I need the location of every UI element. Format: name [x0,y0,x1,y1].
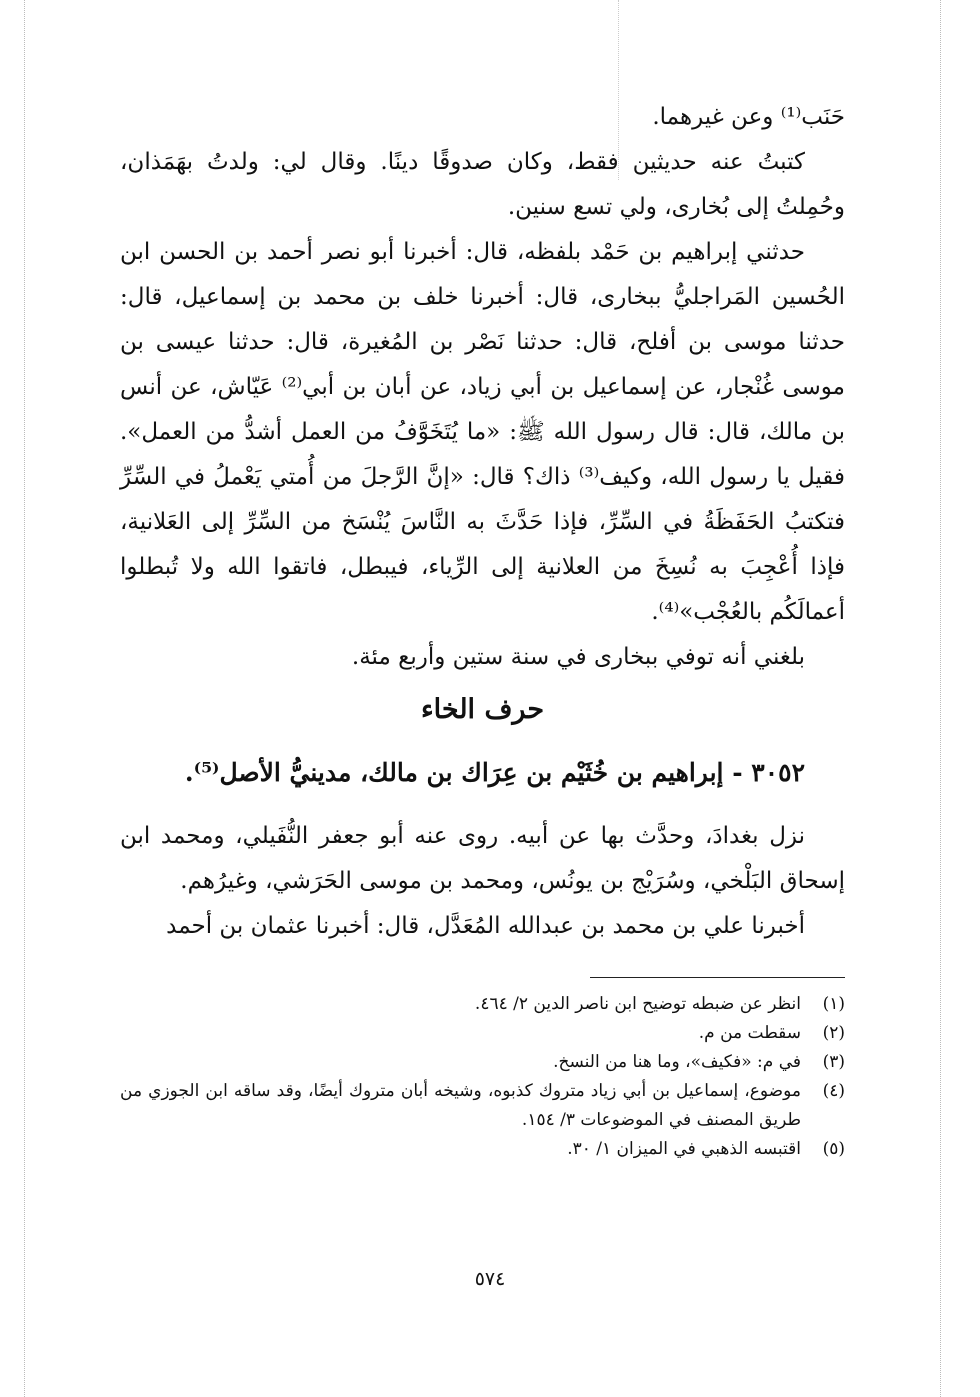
footnote-text: اقتبسه الذهبي في الميزان ١/ ٣٠. [567,1139,801,1159]
footnote-number: (٣) [822,1052,845,1072]
footnote-text: انظر عن ضبطه توضيح ابن ناصر الدين ٢/ ٤٦٤. [474,994,801,1014]
footnote [120,1019,845,1048]
footnote [120,1048,845,1077]
footnote [120,990,845,1019]
paragraph-continuation: حَنَب⁽¹⁾ وعن غيرهما. [652,104,845,130]
scan-edge-left [24,0,25,1397]
entry-paragraph-narrators: نزل بغدادَ، وحدَّث بها عن أبيه. روى عنه أبو جعفر النُّفَيلي، ومحمد ابن إسحاق البَلْخي، وسُرَيْج بن يونُس، ومحمد بن موسى الحَرَشي، وغيرُهم. [120,823,845,894]
scan-edge-right [940,0,941,1397]
footnote [120,1135,845,1164]
footnote [120,1077,845,1135]
paragraph-biography: كتبتُ عنه حديثين فقط، وكان صدوقًا دينًا. وقال لي: ولدتُ بهَمَذان، وحُمِلتُ إلى بُخارى، ولي تسع سنين. [120,149,845,220]
footnote-separator [590,977,845,978]
paragraph-death-date: بلغني أنه توفي ببخارى في سنة ستين وأربع مئة. [351,644,805,670]
entry-paragraph-chain: أخبرنا علي بن محمد بن عبدالله المُعَدَّل، قال: أخبرنا عثمان بن أحمد [166,913,805,939]
book-page [120,95,845,1164]
footnote-number: (١) [822,994,845,1014]
footnote-number: (٤) [822,1081,845,1101]
footnote-text: موضوع، إسماعيل بن أبي زياد متروك كذبوه، وشيخه أبان متروك أيضًا، وقد ساقه ابن الجوزي من طريق المصنف في الموضوعات ٣/ ١٥٤. [120,1081,801,1130]
paragraph-hadith-chain: حدثني إبراهيم بن حَمْد بلفظه، قال: أخبرنا أبو نصر أحمد بن الحسن ابن الحُسين المَراجليُّ ببخارى، قال: أخبرنا خلف بن محمد بن إسماعيل، قال: حدثنا موسى بن أفلح، قال: حدثنا نَصْر بن المُغيرة، قال: حدثنا عيسى بن موسى غُنْجار، عن إسماعيل بن أبي زياد، عن أبان بن أبي⁽²⁾ عَيّاش، عن أنس بن مالك، قال: قال رسول الله ﷺ: «ما يُتَخَوَّفُ من العمل أشدُّ من العمل». فقيل يا رسول الله، وكيف⁽³⁾ ذاك؟ قال: «إنَّ الرَّجلَ من أُمتي يَعْملُ في السِّرِّ فتكتبُ الحَفَظَةُ في السِّرِّ، فإذا حَدَّثَ به النَّاسَ يُنْسَخ من السِّرِّ إلى العَلانية، فإذا أُعْجِبَ به نُسِخَ من العلانية إلى الرِّياء، فيبطل، فاتقوا الله ولا تُبطلوا أعمالَكُم بالعُجْب»⁽⁴⁾. [120,239,845,625]
footnote-text: في م: «فكيف»، وما هنا من النسخ. [553,1052,801,1072]
entry-title: ٣٠٥٢ - إبراهيم بن خُثَيْم بن عِرَاك بن مالك، مدينيُّ الأصل⁽⁵⁾. [184,758,805,787]
footnote-text: سقطت من م. [698,1023,801,1043]
footnotes [120,990,845,1164]
page-number: ٥٧٤ [474,1268,506,1290]
section-heading: حرف الخاء [420,694,545,725]
footnote-number: (٥) [822,1139,845,1159]
footnote-number: (٢) [822,1023,845,1043]
